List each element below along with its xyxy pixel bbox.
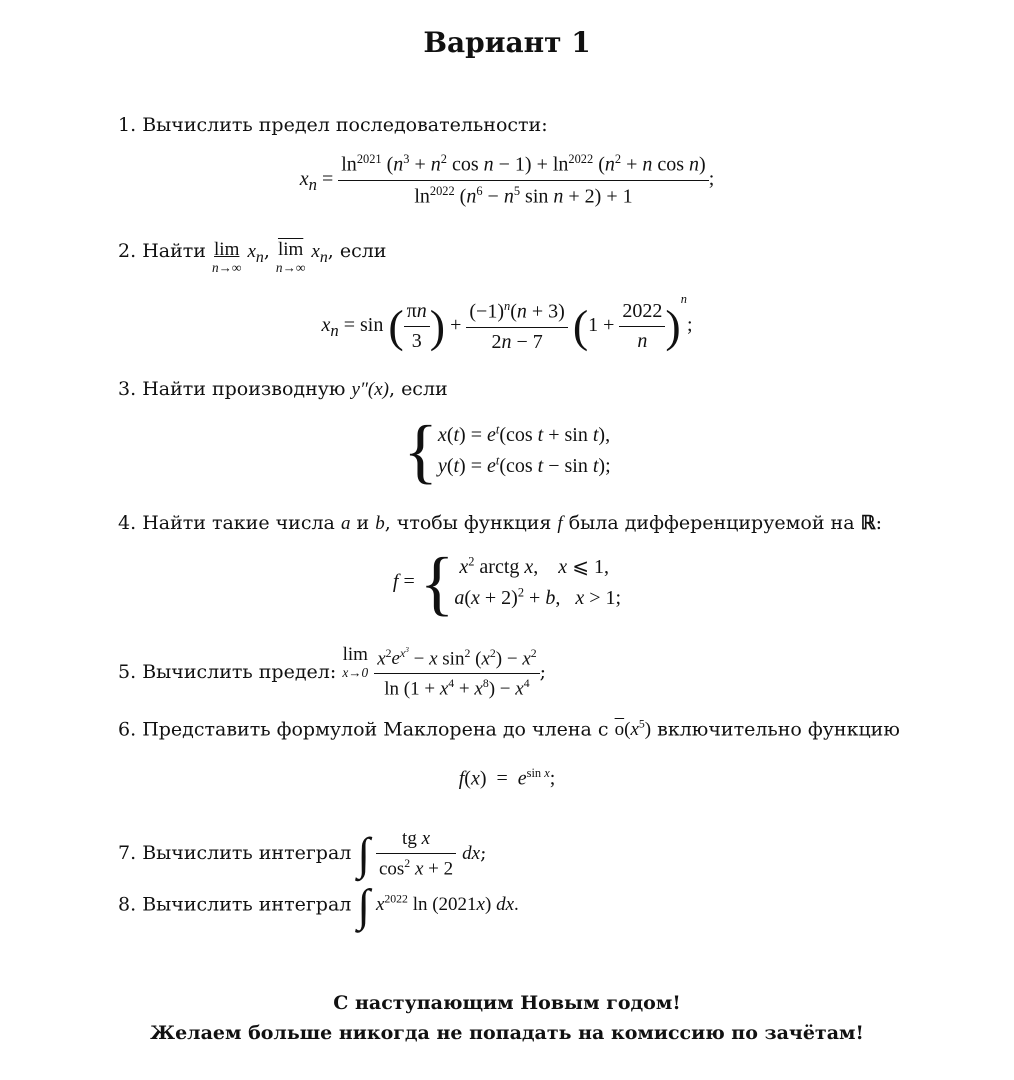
problem-2: 2. Найти lim n→∞ $x_n$, $\overline{lim}$ n→∞ $x_n$, если [118, 239, 387, 275]
formula-1: $x_n$ = $\frac{\ln^{2021} (n^3 + n^2 \cos n - 1) + \ln^{2022} (n^2 + n \cos n)}{\ln^{2022} (n^6 - n^5 \sin n + 2) + 1}$ ; [299, 152, 715, 208]
problem-6: 6. Представить формулой Маклорена до члена с $\overline{o}(x^5)$ включительно функцию [118, 718, 900, 741]
formula-4: f = { $x^2$ arctg x, x ⩽ 1, $a(x + 2)^2 + b$, x > 1; [392, 543, 622, 623]
formula-3: {$x(t) = e^t(\cos$ t + sin t), $y(t) = e^t(\cos$ t − sin t); [403, 411, 611, 491]
problem-3: 3. Найти производную y″(x), если [118, 378, 448, 400]
page-title: Вариант 1 [423, 26, 591, 59]
formula-2: $x_n = \sin$ ( $\frac{\pi n}{3}$ ) + $\frac{(-1)^n(n + 3)}{2n - 7}$ (1 + $\frac{2022}{n}$ )$^n$; [321, 292, 693, 353]
problem-1: 1. Вычислить предел последовательности: [118, 114, 548, 136]
problem-5: 5. Вычислить предел: lim x→0 $\frac{x^2e^{x^3} - x \sin^2 (x^2) - x^2}{\ln (1 + x^4 + x^8) - x^4}$ ; [118, 644, 547, 700]
footer-greeting: С наступающим Новым годом! [333, 992, 681, 1014]
problem-4: 4. Найти такие числа a и b, чтобы функция f была дифференцируемой на ℝ: [118, 512, 883, 534]
problem-8: 8. Вычислить интеграл ∫ $x^{2022}$ ln (2021x) dx. [118, 879, 519, 931]
problem-7: 7. Вычислить интеграл ∫ $\frac{\text{tg x}}{\cos^2 x + 2}$ dx; [118, 828, 487, 880]
formula-6: $f(x) = e^{sin x}$; [458, 766, 556, 790]
footer-wish: Желаем больше никогда не попадать на комиссию по зачётам! [150, 1022, 864, 1044]
